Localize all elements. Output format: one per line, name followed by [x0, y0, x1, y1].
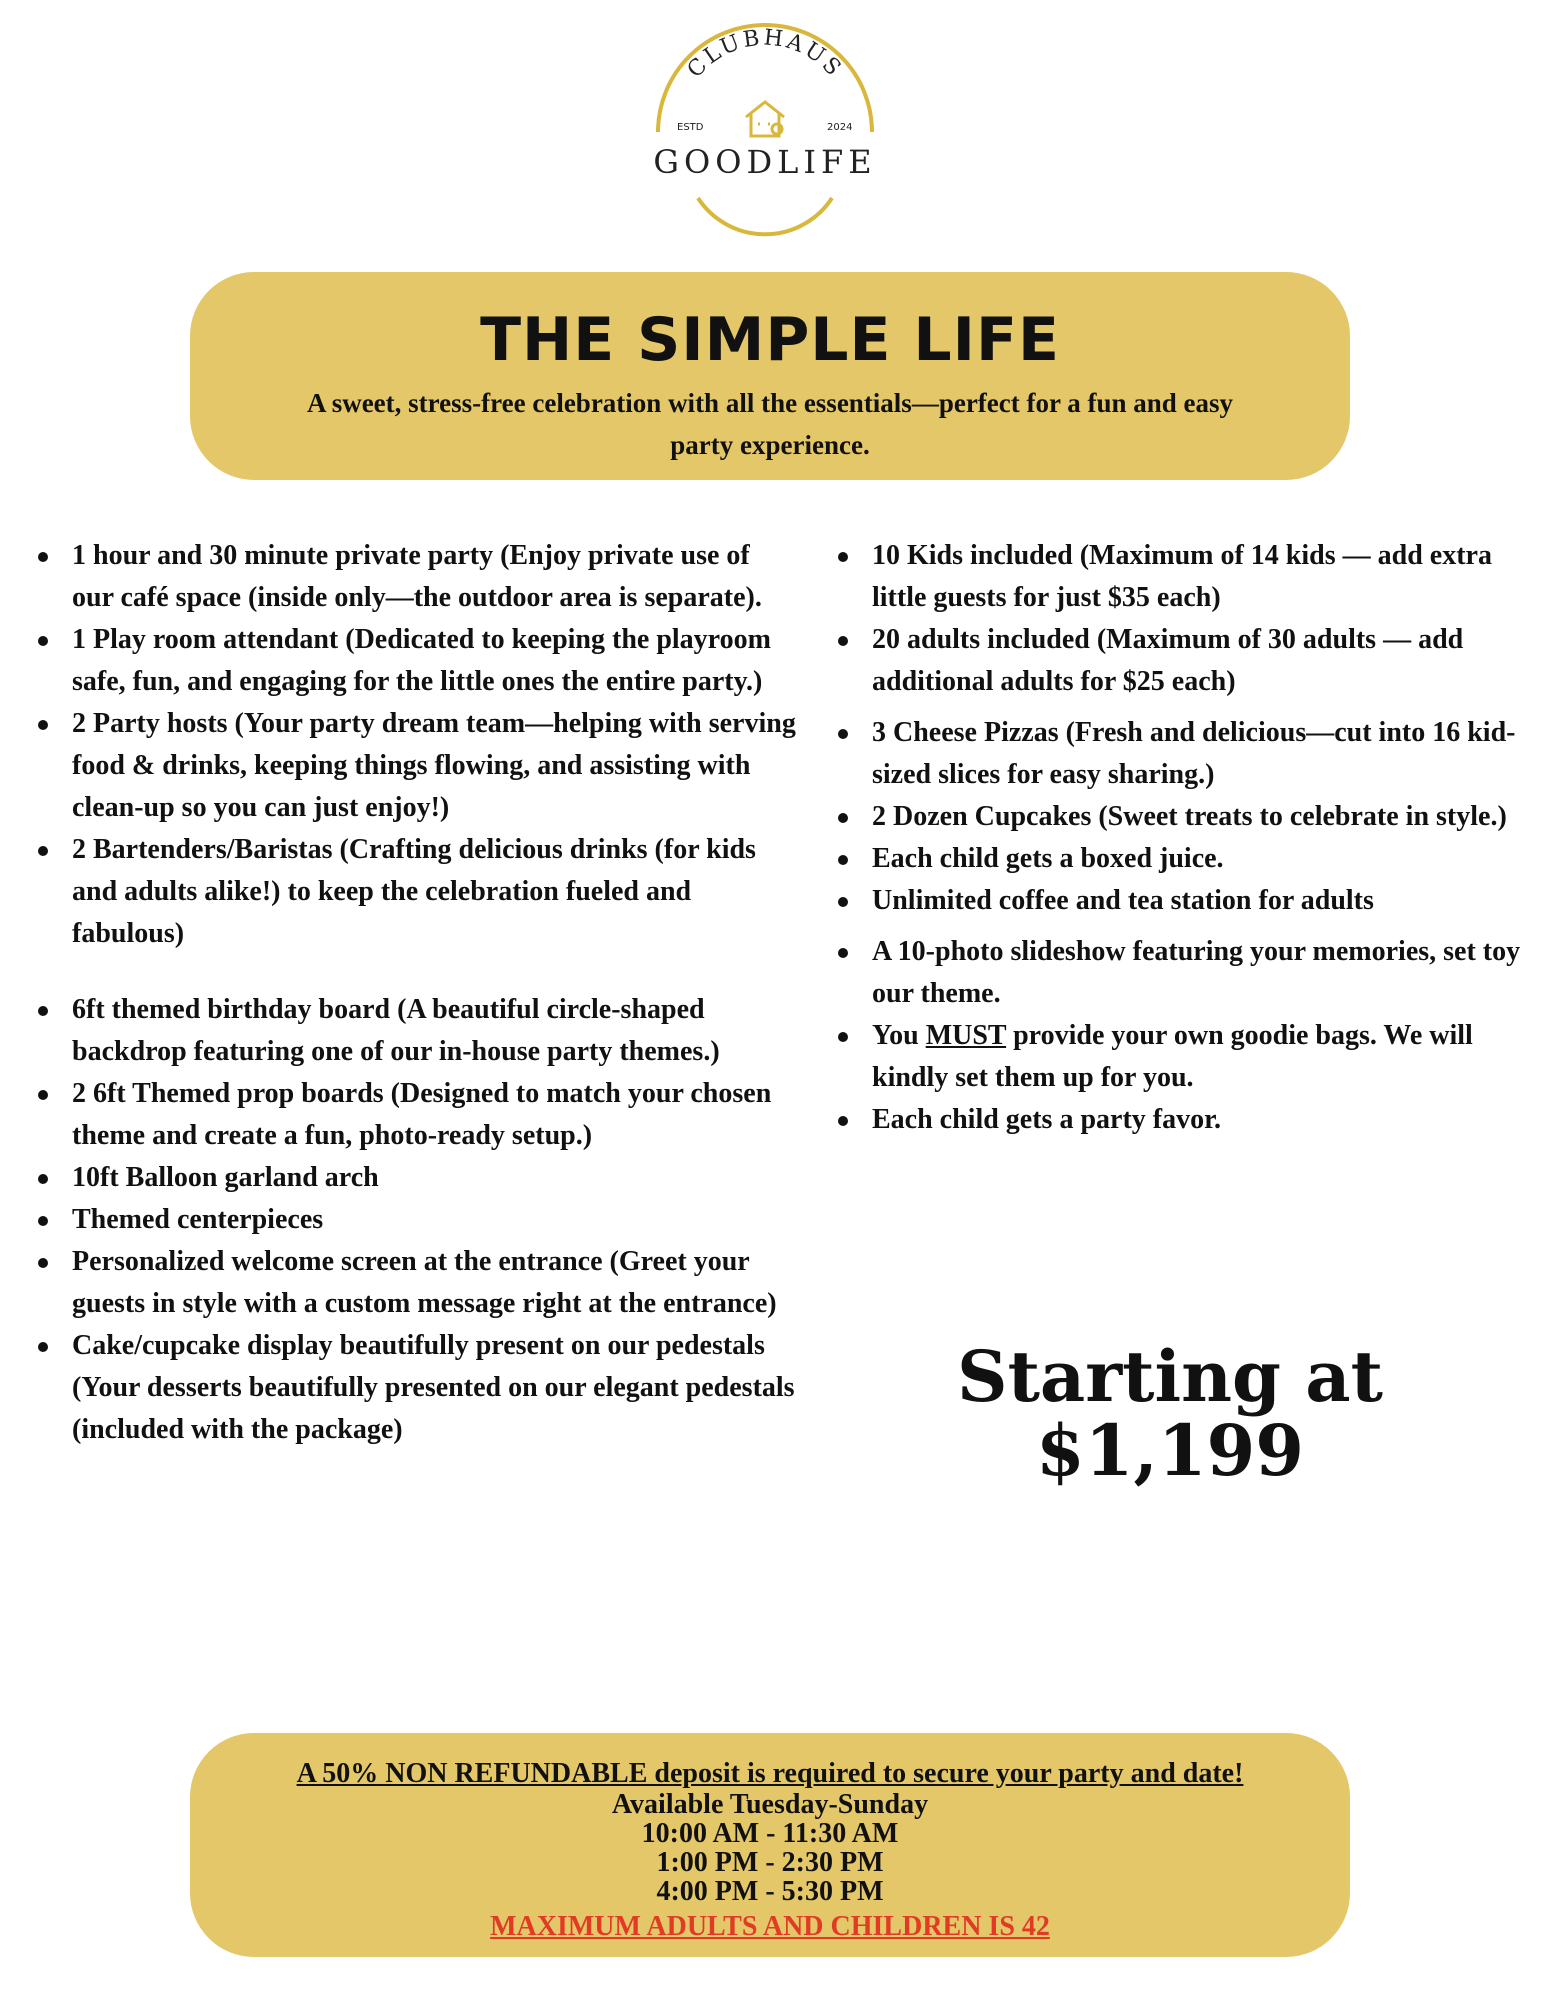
- starting-price: [900, 1335, 1440, 1492]
- logo-brand: GOODLIFE: [653, 143, 877, 181]
- clubhaus-goodlife-logo: [640, 20, 890, 260]
- time-slot: 1:00 PM - 2:30 PM: [656, 1847, 884, 1878]
- logo-estd-label: ESTD: [677, 122, 704, 133]
- package-subtitle: A sweet, stress-free celebration with all the essentials—perfect for a fun and easy party experience.: [306, 388, 1234, 460]
- list-item: 1 hour and 30 minute private party (Enjoy private use of our café space (inside only—the outdoor area is separate).: [38, 535, 798, 619]
- logo-graphic: [640, 20, 890, 260]
- package-title: THE SIMPLE LIFE: [480, 305, 1060, 375]
- list-item: 2 Bartenders/Baristas (Crafting delicious drinks (for kids and adults alike!) to keep the celebration fueled and fabulous): [38, 829, 798, 955]
- list-item: Each child gets a boxed juice.: [838, 838, 1528, 880]
- list-item: 2 Party hosts (Your party dream team—helping with serving food & drinks, keeping things flowing, and assisting with clean-up so you can just enjoy!): [38, 703, 798, 829]
- time-slot: 4:00 PM - 5:30 PM: [656, 1876, 884, 1907]
- footer-banner: [190, 1733, 1350, 1957]
- list-item: A 10-photo slideshow featuring your memories, set toy our theme.: [838, 931, 1528, 1015]
- price-label: Starting at: [957, 1335, 1383, 1418]
- house-icon: [746, 102, 784, 136]
- goodie-bags-text-before: You: [872, 1020, 926, 1051]
- goodie-bags-emphasis: MUST: [925, 1020, 1007, 1051]
- list-item: Each child gets a party favor.: [838, 1099, 1528, 1141]
- max-guests-warning: MAXIMUM ADULTS AND CHILDREN IS 42: [490, 1911, 1050, 1942]
- header-banner: [190, 272, 1350, 480]
- logo-year: 2024: [827, 122, 853, 133]
- list-item: 3 Cheese Pizzas (Fresh and delicious—cut into 16 kid-sized slices for easy sharing.): [838, 712, 1528, 796]
- logo-bottom-arc: [698, 198, 832, 234]
- availability-days: Available Tuesday-Sunday: [611, 1789, 929, 1820]
- list-item-goodie-bags: [838, 1015, 1528, 1099]
- time-slot: 10:00 AM - 11:30 AM: [641, 1818, 899, 1849]
- deposit-notice: A 50% NON REFUNDABLE deposit is required to secure your party and date!: [296, 1758, 1244, 1789]
- list-item: 10ft Balloon garland arch: [38, 1157, 798, 1199]
- logo-arc-text: CLUBHAUS: [682, 25, 848, 83]
- goodie-bags-text-after: provide your own goodie bags. We will kindly set them up for you.: [872, 1020, 1473, 1093]
- price-amount: $1,199: [1036, 1409, 1304, 1492]
- list-item: 1 Play room attendant (Dedicated to keeping the playroom safe, fun, and engaging for the little ones the entire party.): [38, 619, 798, 703]
- list-item: 2 6ft Themed prop boards (Designed to match your chosen theme and create a fun, photo-ready setup.): [38, 1073, 798, 1157]
- list-item: Themed centerpieces: [38, 1199, 798, 1241]
- list-item: 20 adults included (Maximum of 30 adults — add additional adults for $25 each): [838, 619, 1528, 703]
- right-inclusions-list: [838, 535, 1528, 1141]
- list-item: 6ft themed birthday board (A beautiful circle-shaped backdrop featuring one of our in-house party themes.): [38, 989, 798, 1073]
- left-inclusions-list: [38, 535, 798, 1451]
- list-item: Cake/cupcake display beautifully present on our pedestals (Your desserts beautifully presented on our elegant pedestals (included with the package): [38, 1325, 798, 1451]
- list-item: Personalized welcome screen at the entrance (Greet your guests in style with a custom message right at the entrance): [38, 1241, 798, 1325]
- list-item: Unlimited coffee and tea station for adults: [838, 880, 1528, 922]
- list-item: 2 Dozen Cupcakes (Sweet treats to celebrate in style.): [838, 796, 1528, 838]
- list-item: 10 Kids included (Maximum of 14 kids — add extra little guests for just $35 each): [838, 535, 1528, 619]
